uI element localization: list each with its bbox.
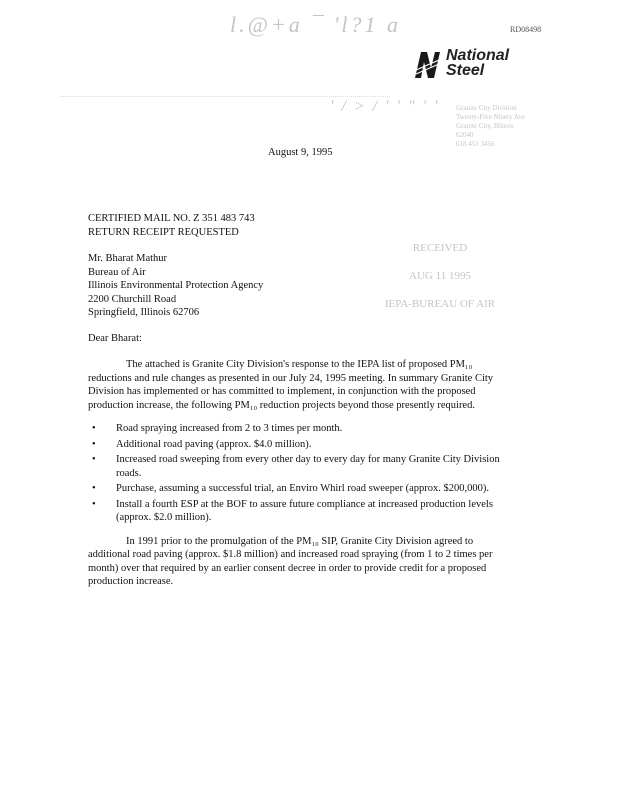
handwritten-note: l.@+a ¯ 'l?1 a xyxy=(230,12,402,37)
stamp-line: IEPA-BUREAU OF AIR xyxy=(384,298,496,310)
letter-body xyxy=(88,358,516,589)
address-line: 618 451 3456 xyxy=(456,140,495,148)
bullet-icon: • xyxy=(92,454,96,465)
company-address xyxy=(456,104,525,149)
bullet-icon: • xyxy=(92,498,96,510)
address-line: Granite City Division xyxy=(456,104,517,112)
certified-line: CERTIFIED MAIL NO. Z 351 483 743 xyxy=(88,213,255,224)
reduction-list xyxy=(92,422,506,525)
paragraph: The attached is Granite City Division's response to the IEPA list of proposed PM₁₀ reductions and rule changes as presented in our July 24, 1995 meeting. In summary Granite City Division has implemented or has committed to implement, in conjunction with the proposed production increase, the following PM₁₀ reduction projects beyond those presently required. xyxy=(88,359,494,411)
letter-date: August 9, 1995 xyxy=(268,147,333,158)
return-receipt-line: RETURN RECEIPT REQUESTED xyxy=(88,226,239,238)
bullet-icon: • xyxy=(92,438,96,450)
bullet-icon: • xyxy=(92,483,96,494)
salutation: Dear Bharat: xyxy=(88,333,142,344)
list-item-text: Additional road paving (approx. $4.0 million). xyxy=(116,438,312,450)
header-rule xyxy=(60,96,390,97)
received-stamp xyxy=(380,234,500,318)
paragraph: In 1991 prior to the promulgation of the PM₁₀ SIP, Granite City Division agreed to additional road paving (approx. $1.8 million) and increased road spraying (from 1 to 2 times per month) over that required by an earlier consent decree in order to provide credit for a proposed production increase. xyxy=(88,535,493,587)
list-item xyxy=(92,482,506,496)
recipient-line: Springfield, Illinois 62706 xyxy=(88,307,200,318)
list-item-text: Road spraying increased from 2 to 3 times per month. xyxy=(116,423,343,434)
national-steel-logo-icon xyxy=(412,50,442,80)
recipient-line: Mr. Bharat Mathur xyxy=(88,253,168,264)
list-item xyxy=(92,438,506,452)
list-item xyxy=(92,453,506,480)
address-line: Twenty-Five Ninety Ave xyxy=(456,113,525,121)
bullet-icon: • xyxy=(92,423,96,434)
list-item-text: Increased road sweeping from every other day to every day for many Granite City Division roads. xyxy=(116,454,500,479)
recipient-line: Illinois Environmental Protection Agency xyxy=(88,280,264,291)
company-logo xyxy=(412,46,532,84)
stamp-line: RECEIVED xyxy=(412,242,468,254)
list-item-text: Install a fourth ESP at the BOF to assure future compliance at increased production levels (approx. $2.0 million). xyxy=(116,498,493,523)
recipient-line: 2200 Churchill Road xyxy=(88,293,177,305)
company-name-line2: Steel xyxy=(446,62,485,79)
company-name-line1: National xyxy=(446,47,510,64)
list-item xyxy=(92,422,506,436)
address-line: 62040 xyxy=(456,131,474,139)
recipient-line: Bureau of Air xyxy=(88,266,146,278)
faint-stamp: ' / > / ' ' " ' ' xyxy=(330,98,440,115)
document-id: RD08498 xyxy=(510,25,542,34)
stamp-line: AUG 11 1995 xyxy=(409,270,471,282)
recipient-address xyxy=(88,252,263,320)
list-item xyxy=(92,498,506,525)
address-line: Granite City, Illinois xyxy=(456,122,514,130)
list-item-text: Purchase, assuming a successful trial, an Enviro Whirl road sweeper (approx. $200,000). xyxy=(116,483,490,494)
certified-mail-block xyxy=(88,212,255,239)
